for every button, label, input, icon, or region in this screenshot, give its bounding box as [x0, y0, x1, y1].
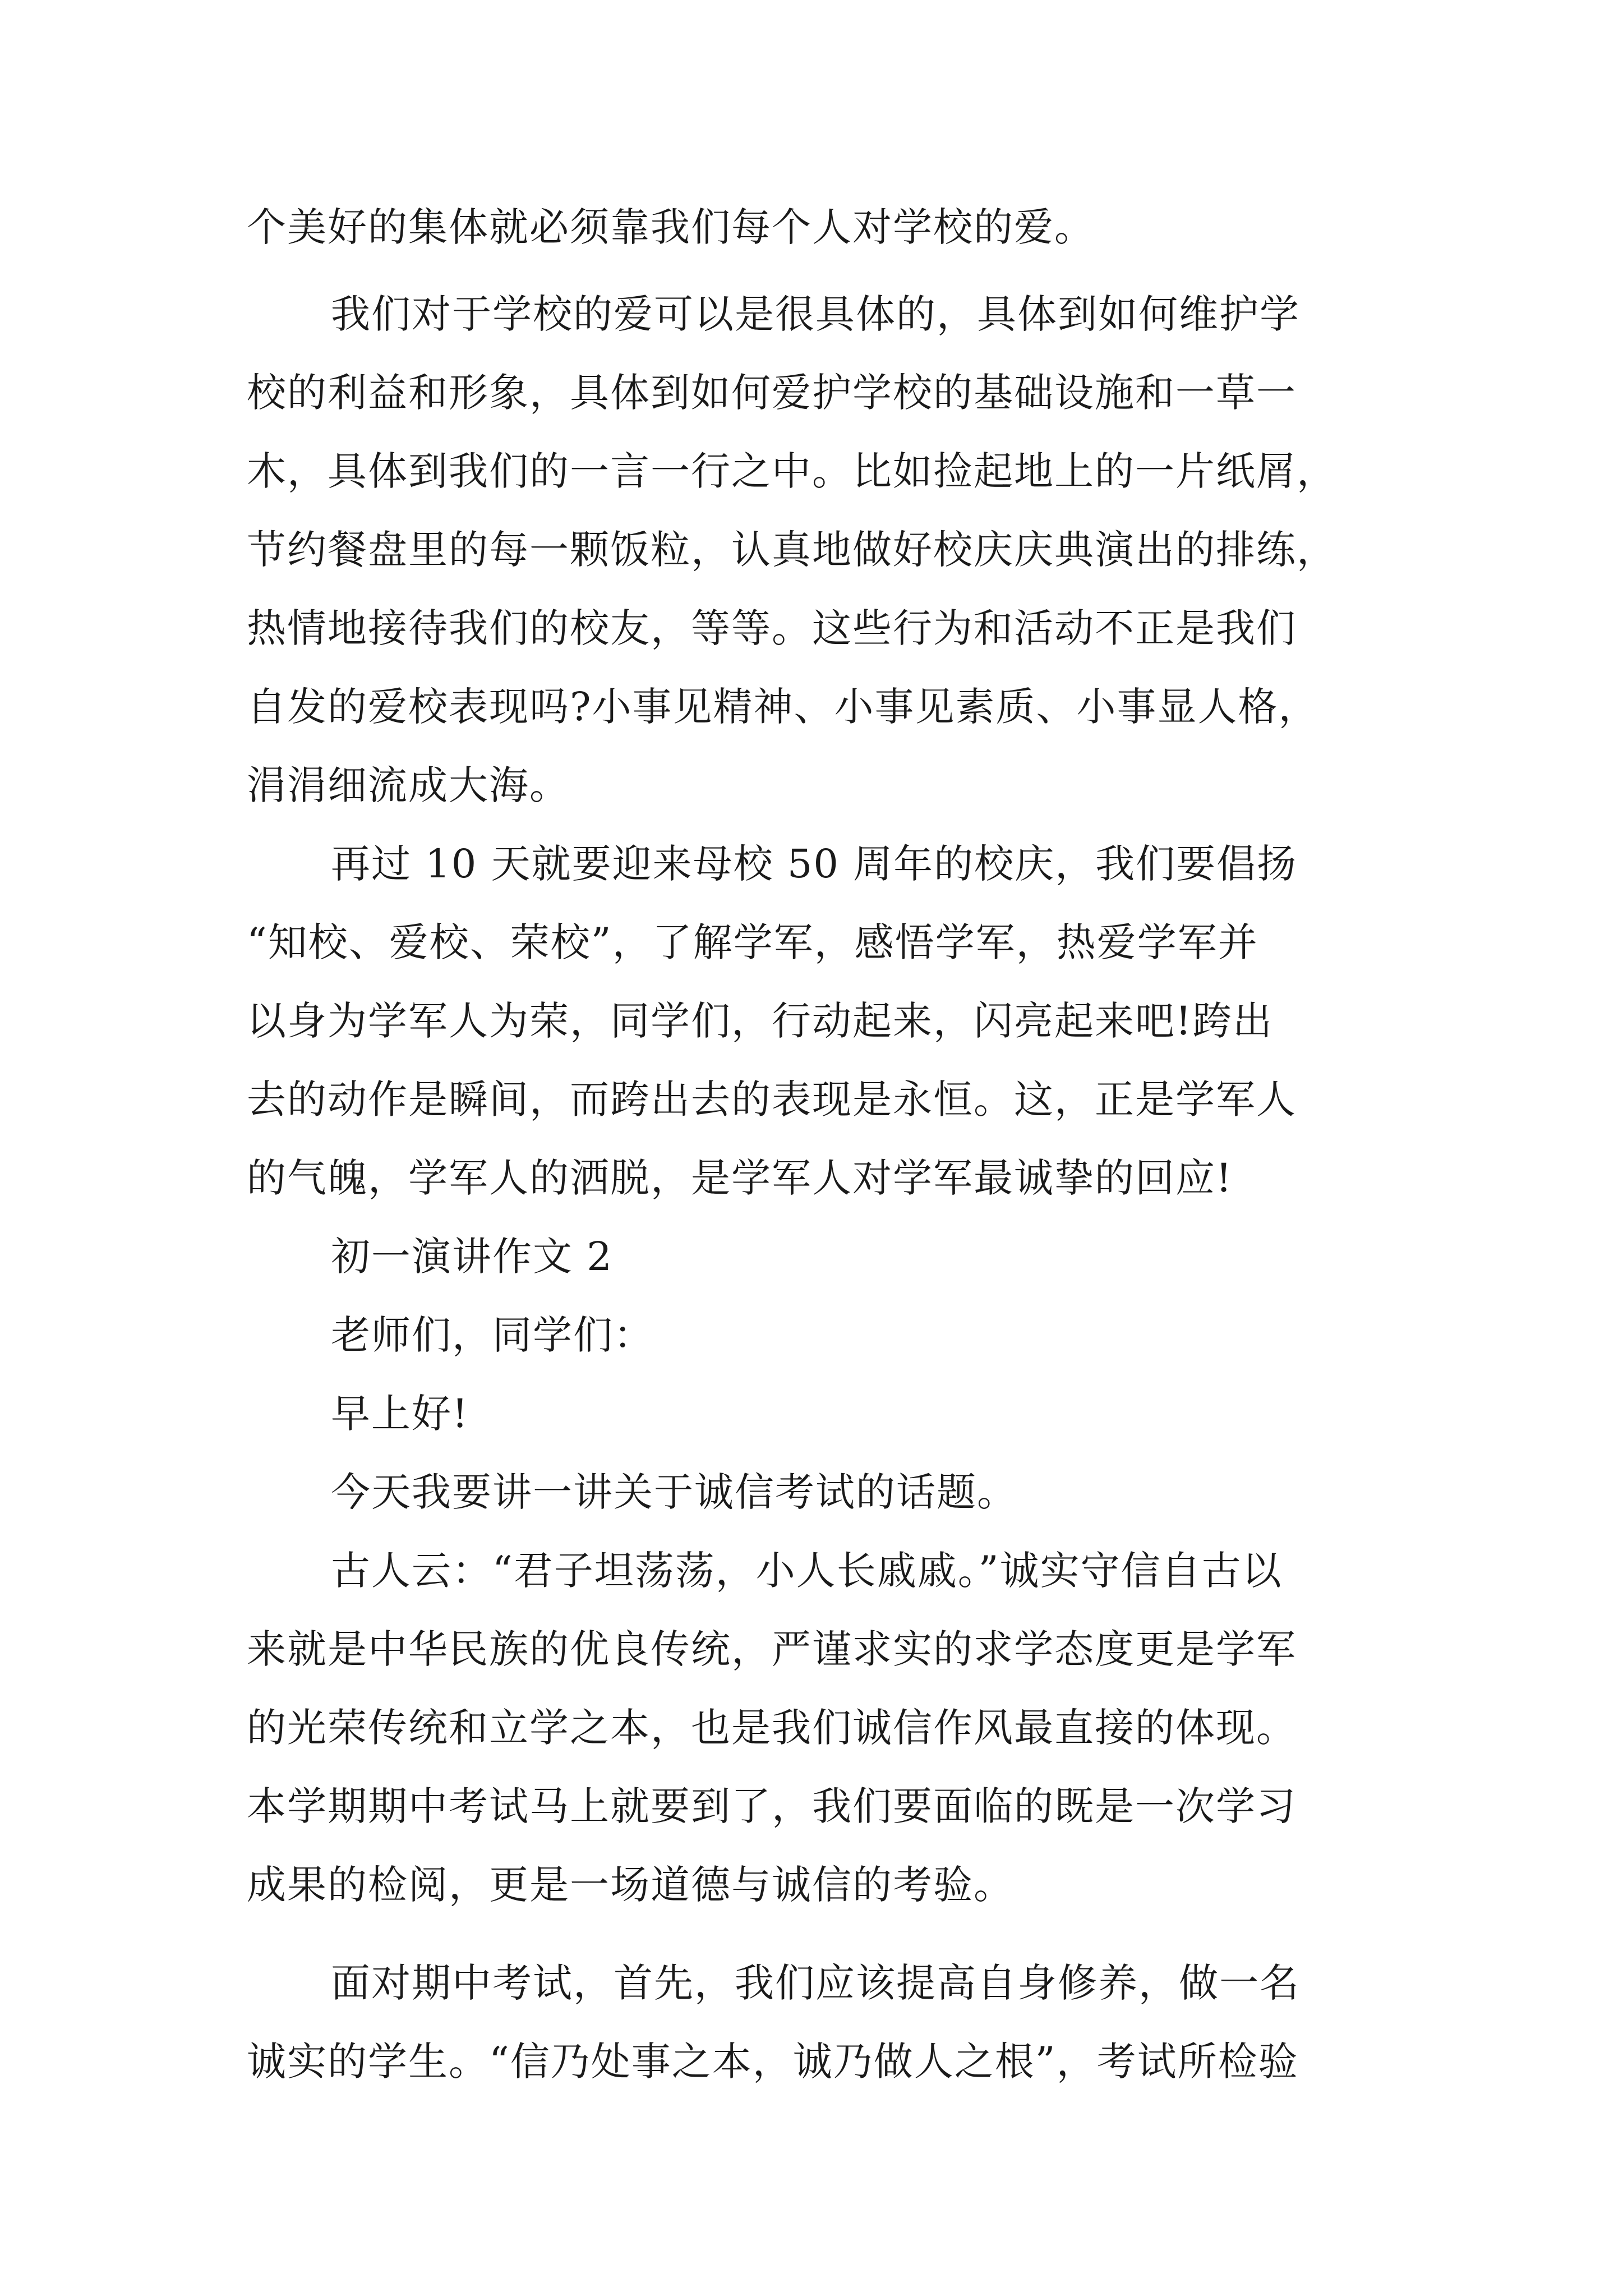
text-line: 成果的检阅，更是一场道德与诚信的考验。	[247, 1862, 1014, 1908]
paragraph-start-line: 今天我要讲一讲关于诚信考试的话题。	[331, 1469, 1017, 1515]
text-line: 来就是中华民族的优良传统，严谨求实的求学态度更是学军	[247, 1626, 1297, 1672]
paragraph-start-line: 我们对于学校的爱可以是很具体的，具体到如何维护学	[331, 291, 1300, 337]
text-line: 个美好的集体就必须靠我们每个人对学校的爱。	[247, 204, 1095, 250]
text-line: 自发的爱校表现吗?小事见精神、小事见素质、小事显人格，	[247, 684, 1319, 730]
greeting-line: 早上好!	[331, 1391, 469, 1437]
paragraph-start-line: 再过 10 天就要迎来母校 50 周年的校庆，我们要倡扬	[331, 841, 1298, 887]
text-line: 以身为学军人为荣，同学们，行动起来，闪亮起来吧!跨出	[247, 998, 1274, 1044]
text-line: 涓涓细流成大海。	[247, 762, 570, 808]
text-line: 的光荣传统和立学之本，也是我们诚信作风最直接的体现。	[247, 1705, 1297, 1751]
text-line: 的气魄，学军人的洒脱，是学军人对学军最诚挚的回应!	[247, 1155, 1233, 1201]
text-line: “知校、爱校、荣校”，了解学军，感悟学军，热爱学军并	[247, 919, 1258, 965]
text-line: 校的利益和形象，具体到如何爱护学校的基础设施和一草一	[247, 370, 1297, 416]
text-line: 去的动作是瞬间，而跨出去的表现是永恒。这，正是学军人	[247, 1076, 1297, 1122]
text-line: 节约餐盘里的每一颗饭粒，认真地做好校庆庆典演出的排练，	[247, 527, 1337, 573]
text-line: 木，具体到我们的一言一行之中。比如捡起地上的一片纸屑，	[247, 448, 1337, 494]
paragraph-start-line: 面对期中考试，首先，我们应该提高自身修养，做一名	[331, 1960, 1300, 2006]
salutation-line: 老师们，同学们：	[331, 1312, 654, 1358]
text-line: 本学期期中考试马上就要到了，我们要面临的既是一次学习	[247, 1783, 1297, 1829]
section-heading: 初一演讲作文 2	[331, 1234, 613, 1280]
paragraph-start-line: 古人云：“君子坦荡荡，小人长戚戚。”诚实守信自古以	[331, 1548, 1283, 1594]
text-line: 诚实的学生。“信乃处事之本，诚乃做人之根”，考试所检验	[247, 2039, 1299, 2085]
text-line: 热情地接待我们的校友，等等。这些行为和活动不正是我们	[247, 605, 1297, 651]
